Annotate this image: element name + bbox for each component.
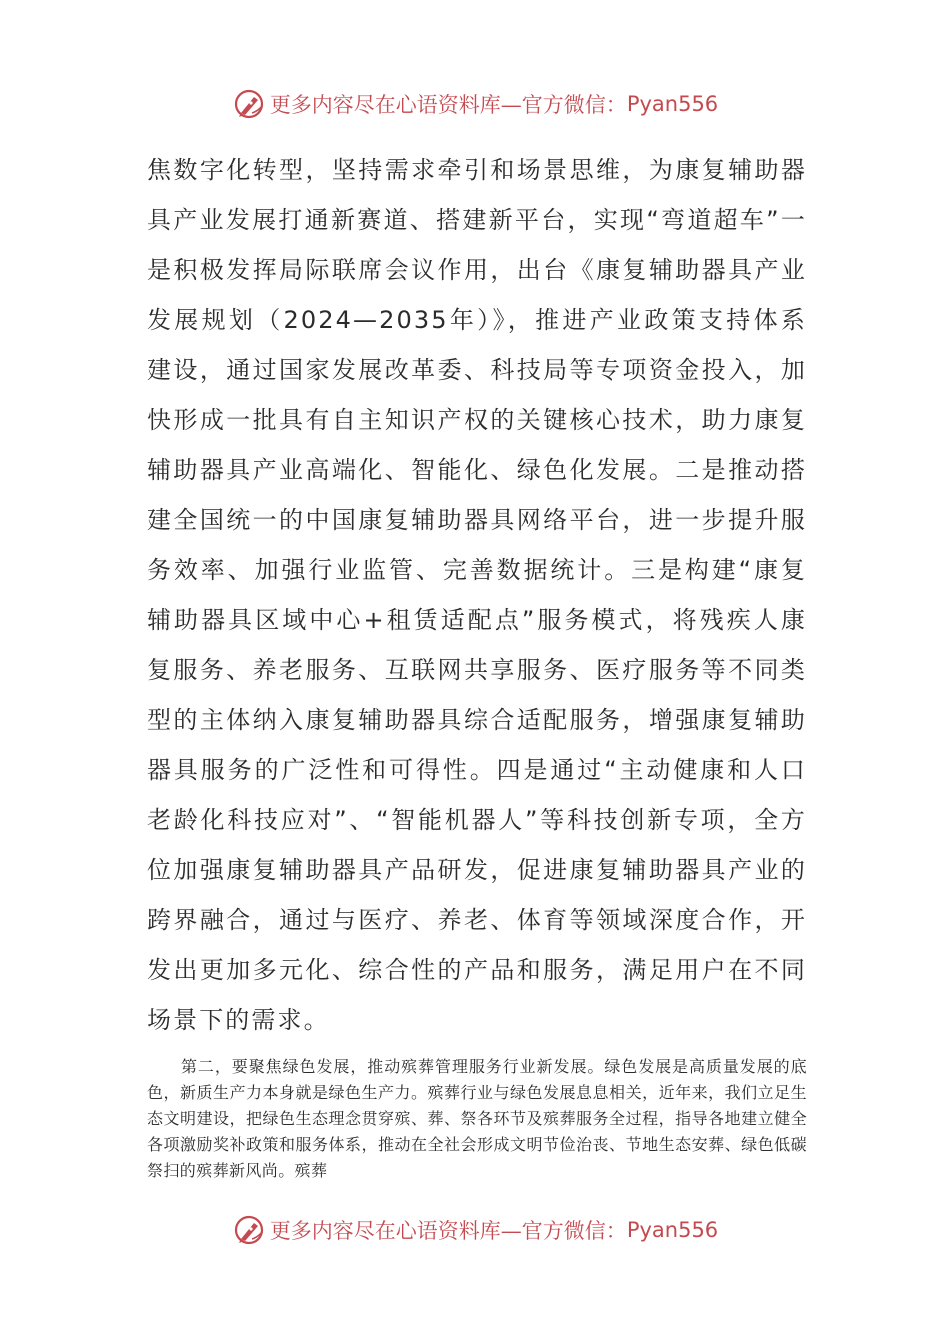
pen-nib-logo-icon bbox=[232, 1213, 266, 1247]
header-watermark bbox=[0, 84, 950, 124]
second-paragraph: 第二，要聚焦绿色发展，推动殡葬管理服务行业新发展。绿色发展是高质量发展的底色，新质生产力本身就是绿色生产力。殡葬行业与绿色发展息息相关，近年来，我们立足生态文明建设，把绿色生态理念贯穿殡、葬、祭各环节及殡葬服务全过程，指导各地建立健全各项激励奖补政策和服务体系，推动在全社会形成文明节俭治丧、节地生态安葬、绿色低碳祭扫的殡葬新风尚。殡葬 bbox=[147, 1057, 807, 1180]
secondary-body-text bbox=[147, 1054, 807, 1184]
main-body-text bbox=[147, 145, 807, 1045]
footer-watermark bbox=[0, 1210, 950, 1250]
main-paragraph: 焦数字化转型，坚持需求牵引和场景思维，为康复辅助器具产业发展打通新赛道、搭建新平台，实现“弯道超车”一是积极发挥局际联席会议作用，出台《康复辅助器具产业发展规划（2024—2035年）》，推进产业政策支持体系建设，通过国家发展改革委、科技局等专项资金投入，加快形成一批具有自主知识产权的关键核心技术，助力康复辅助器具产业高端化、智能化、绿色化发展。二是推动搭建全国统一的中国康复辅助器具网络平台，进一步提升服务效率、加强行业监管、完善数据统计。三是构建“康复辅助器具区域中心+租赁适配点”服务模式，将残疾人康复服务、养老服务、互联网共享服务、医疗服务等不同类型的主体纳入康复辅助器具综合适配服务，增强康复辅助器具服务的广泛性和可得性。四是通过“主动健康和人口老龄化科技应对”、“智能机器人”等科技创新专项，全方位加强康复辅助器具产品研发，促进康复辅助器具产业的跨界融合，通过与医疗、养老、体育等领域深度合作，开发出更加多元化、综合性的产品和服务，满足用户在不同场景下的需求。 bbox=[147, 156, 807, 1034]
watermark-text: 更多内容尽在心语资料库—官方微信： bbox=[269, 93, 627, 117]
watermark-text: 更多内容尽在心语资料库—官方微信： bbox=[269, 1219, 627, 1243]
watermark-wechat-id: Pyan556 bbox=[626, 92, 719, 116]
pen-nib-logo-icon bbox=[232, 87, 266, 121]
watermark-wechat-id: Pyan556 bbox=[626, 1218, 719, 1242]
